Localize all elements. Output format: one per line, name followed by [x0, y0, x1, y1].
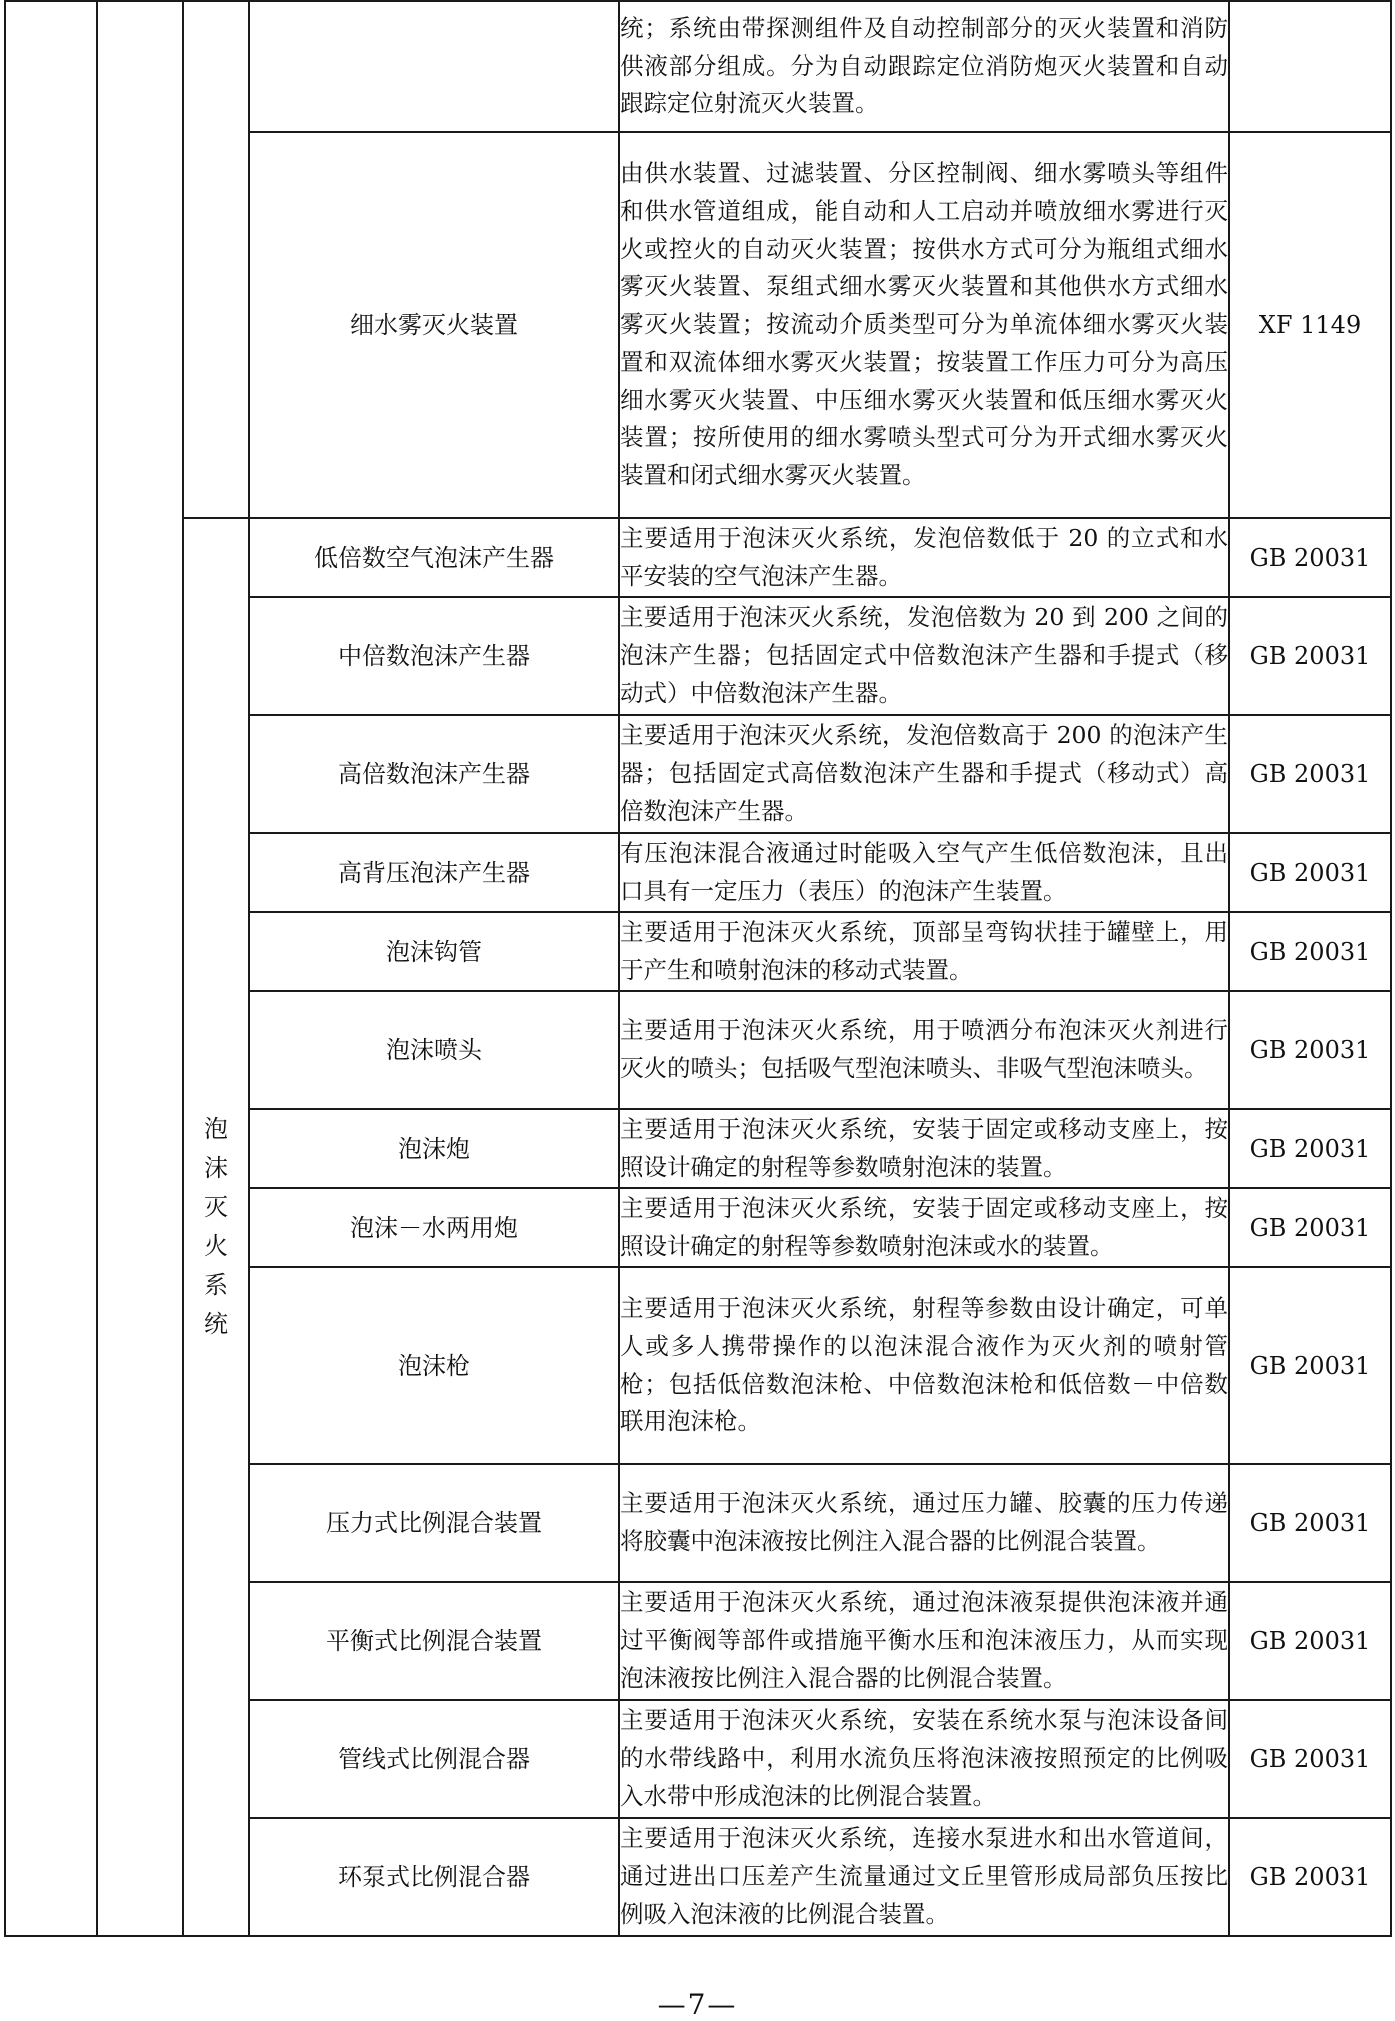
product-name: 泡沫炮	[249, 1109, 619, 1188]
category-cell	[5, 1, 97, 1936]
product-name: 平衡式比例混合装置	[249, 1582, 619, 1700]
product-description: 主要适用于泡沫灭火系统，发泡倍数为 20 到 200 之间的泡沫产生器；包括固定式中倍数泡沫产生器和手提式（移动式）中倍数泡沫产生器。	[619, 597, 1229, 715]
product-description: 主要适用于泡沫灭火系统，通过压力罐、胶囊的压力传递将胶囊中泡沫液按比例注入混合器的比例混合装置。	[619, 1464, 1229, 1582]
product-description: 有压泡沫混合液通过时能吸入空气产生低倍数泡沫，且出口具有一定压力（表压）的泡沫产生装置。	[619, 833, 1229, 912]
product-name: 中倍数泡沫产生器	[249, 597, 619, 715]
standard-code: GB 20031	[1229, 1818, 1391, 1936]
table-row	[5, 1, 1391, 132]
product-description: 主要适用于泡沫灭火系统，用于喷洒分布泡沫灭火剂进行灭火的喷头；包括吸气型泡沫喷头、非吸气型泡沫喷头。	[619, 991, 1229, 1109]
product-description: 主要适用于泡沫灭火系统，连接水泵进水和出水管道间，通过进出口压差产生流量通过文丘里管形成局部负压按比例吸入泡沫液的比例混合装置。	[619, 1818, 1229, 1936]
subcategory-cell	[97, 1, 183, 1936]
standard-code: GB 20031	[1229, 1582, 1391, 1700]
product-description: 主要适用于泡沫灭火系统，发泡倍数低于 20 的立式和水平安装的空气泡沫产生器。	[619, 518, 1229, 597]
table-row	[5, 518, 1391, 597]
product-description: 由供水装置、过滤装置、分区控制阀、细水雾喷头等组件和供水管道组成，能自动和人工启动并喷放细水雾进行灭火或控火的自动灭火装置；按供水方式可分为瓶组式细水雾灭火装置、泵组式细水雾灭火装置和其他供水方式细水雾灭火装置；按流动介质类型可分为单流体细水雾灭火装置和双流体细水雾灭火装置；按装置工作压力可分为高压细水雾灭火装置、中压细水雾灭火装置和低压细水雾灭火装置；按所使用的细水雾喷头型式可分为开式细水雾灭火装置和闭式细水雾灭火装置。	[619, 132, 1229, 518]
product-name: 压力式比例混合装置	[249, 1464, 619, 1582]
product-name: 泡沫枪	[249, 1267, 619, 1464]
product-description: 主要适用于泡沫灭火系统，安装在系统水泵与泡沫设备间的水带线路中，利用水流负压将泡沫液按照预定的比例吸入水带中形成泡沫的比例混合装置。	[619, 1700, 1229, 1818]
standard-code: GB 20031	[1229, 912, 1391, 991]
product-name	[249, 1, 619, 132]
page-number: —7—	[657, 1988, 738, 2021]
standard-code	[1229, 1, 1391, 132]
group-cell	[183, 1, 249, 518]
product-description: 主要适用于泡沫灭火系统，射程等参数由设计确定，可单人或多人携带操作的以泡沫混合液作为灭火剂的喷射管枪；包括低倍数泡沫枪、中倍数泡沫枪和低倍数－中倍数联用泡沫枪。	[619, 1267, 1229, 1464]
group-label: 泡沫灭火系统	[204, 1115, 228, 1338]
product-name: 高背压泡沫产生器	[249, 833, 619, 912]
product-name: 泡沫喷头	[249, 991, 619, 1109]
product-description: 统；系统由带探测组件及自动控制部分的灭火装置和消防供液部分组成。分为自动跟踪定位消防炮灭火装置和自动跟踪定位射流灭火装置。	[619, 1, 1229, 132]
product-name: 泡沫－水两用炮	[249, 1188, 619, 1267]
product-description: 主要适用于泡沫灭火系统，通过泡沫液泵提供泡沫液并通过平衡阀等部件或措施平衡水压和泡沫液压力，从而实现泡沫液按比例注入混合器的比例混合装置。	[619, 1582, 1229, 1700]
standard-code: GB 20031	[1229, 1109, 1391, 1188]
standard-code: GB 20031	[1229, 715, 1391, 833]
product-description: 主要适用于泡沫灭火系统，安装于固定或移动支座上，按照设计确定的射程等参数喷射泡沫的装置。	[619, 1109, 1229, 1188]
standard-code: XF 1149	[1229, 132, 1391, 518]
product-name: 泡沫钩管	[249, 912, 619, 991]
product-name: 低倍数空气泡沫产生器	[249, 518, 619, 597]
product-name: 细水雾灭火装置	[249, 132, 619, 518]
standard-code: GB 20031	[1229, 1700, 1391, 1818]
product-catalog-table	[4, 0, 1392, 1937]
standard-code: GB 20031	[1229, 518, 1391, 597]
standard-code: GB 20031	[1229, 1188, 1391, 1267]
standard-code: GB 20031	[1229, 1267, 1391, 1464]
product-description: 主要适用于泡沫灭火系统，安装于固定或移动支座上，按照设计确定的射程等参数喷射泡沫或水的装置。	[619, 1188, 1229, 1267]
product-name: 管线式比例混合器	[249, 1700, 619, 1818]
product-description: 主要适用于泡沫灭火系统，顶部呈弯钩状挂于罐壁上，用于产生和喷射泡沫的移动式装置。	[619, 912, 1229, 991]
group-label-cell	[183, 518, 249, 1936]
product-description: 主要适用于泡沫灭火系统，发泡倍数高于 200 的泡沫产生器；包括固定式高倍数泡沫产生器和手提式（移动式）高倍数泡沫产生器。	[619, 715, 1229, 833]
product-name: 环泵式比例混合器	[249, 1818, 619, 1936]
standard-code: GB 20031	[1229, 1464, 1391, 1582]
standard-code: GB 20031	[1229, 833, 1391, 912]
standard-code: GB 20031	[1229, 991, 1391, 1109]
product-name: 高倍数泡沫产生器	[249, 715, 619, 833]
standard-code: GB 20031	[1229, 597, 1391, 715]
